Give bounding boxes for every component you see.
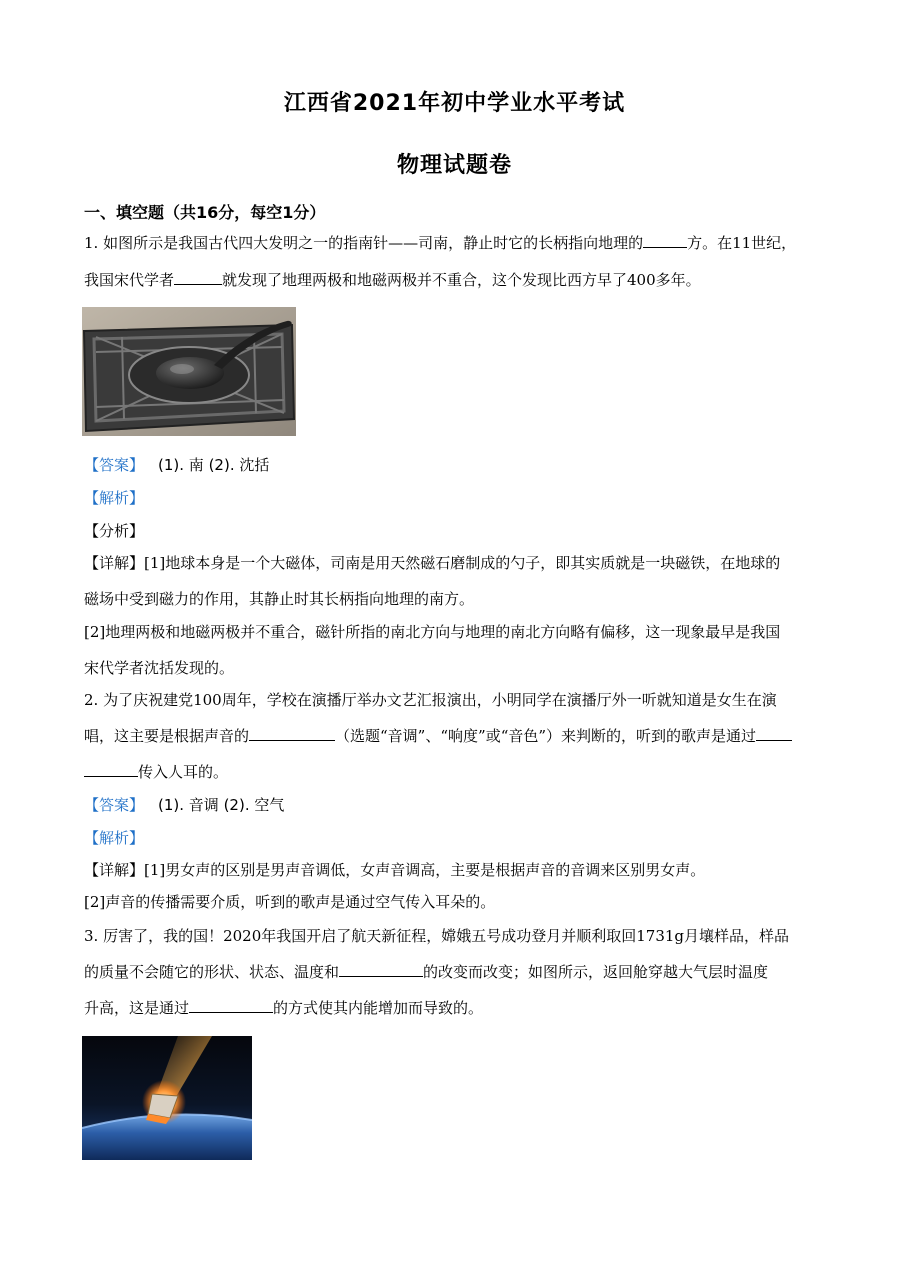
q3-text-a: 的质量不会随它的形状、状态、温度和	[84, 963, 340, 981]
q1-blank-1	[643, 233, 687, 248]
q1-line-2	[84, 269, 701, 290]
q1-fenxi: 【分析】	[84, 522, 145, 540]
q2-text-b: （选题“音调”、“响度”或“音色”）来判断的，听到的歌声是通过	[335, 727, 757, 745]
section-heading: 一、填空题（共16分，每空1分）	[84, 203, 326, 222]
q1-text-c: 我国宋代学者	[84, 271, 175, 289]
answer-tag: 【答案】	[84, 456, 145, 474]
answer-tag: 【答案】	[84, 796, 145, 814]
q3-text-c: 升高，这是通过	[84, 999, 190, 1017]
q2-text-c: 传入人耳的。	[138, 763, 229, 781]
q2-answer-value: (1). 音调 (2). 空气	[158, 796, 285, 814]
q3-line-3	[84, 997, 483, 1018]
q1-line-1	[84, 232, 796, 253]
q1-detail-2: 磁场中受到磁力的作用，其静止时其长柄指向地理的南方。	[84, 590, 475, 608]
q2-blank-2a	[756, 726, 792, 741]
q1-blank-2	[174, 270, 222, 285]
q1-detail-1: 【详解】[1]地球本身是一个大磁体，司南是用天然磁石磨制成的勺子，即其实质就是一块磁铁，在地球的	[84, 554, 781, 572]
q3-line-1: 3. 厉害了，我的国！2020年我国开启了航天新征程，嫦娥五号成功登月并顺利取回1731g月壤样品，样品	[84, 927, 790, 945]
q3-blank-2	[189, 998, 273, 1013]
compass-sinan-figure	[82, 307, 296, 436]
q2-line-3	[84, 761, 228, 782]
q2-blank-2b	[84, 762, 138, 777]
analysis-tag: 【解析】	[84, 489, 145, 507]
q3-line-2	[84, 961, 768, 982]
exam-subtitle: 物理试题卷	[396, 153, 512, 178]
q2-line-2	[84, 725, 792, 746]
q2-analysis-tag	[84, 827, 144, 848]
q2-detail-1: 【详解】[1]男女声的区别是男声音调低，女声音调高，主要是根据声音的音调来区别男女声。	[84, 861, 706, 879]
q2-blank-1	[249, 726, 335, 741]
reentry-capsule-figure	[82, 1036, 252, 1160]
q3-text-b: 的改变而改变；如图所示，返回舱穿越大气层时温度	[423, 963, 769, 981]
q1-text-b: 方。在11世纪，	[687, 234, 797, 252]
q1-detail-3: [2]地理两极和地磁两极并不重合，磁针所指的南北方向与地理的南北方向略有偏移，这一现象最早是我国	[84, 623, 781, 641]
q1-analysis-tag	[84, 487, 144, 508]
q1-answer-value: (1). 南 (2). 沈括	[158, 456, 270, 474]
q2-answer	[84, 794, 284, 815]
q2-line-1: 2. 为了庆祝建党100周年，学校在演播厅举办文艺汇报演出，小明同学在演播厅外一听就知道是女生在演	[84, 691, 777, 709]
exam-title: 江西省2021年初中学业水平考试	[283, 91, 626, 116]
q2-detail-2: [2]声音的传播需要介质，听到的歌声是通过空气传入耳朵的。	[84, 893, 496, 911]
reentry-capsule-icon	[82, 1036, 252, 1160]
q1-text-a: 1. 如图所示是我国古代四大发明之一的指南针——司南，静止时它的长柄指向地理的	[84, 234, 644, 252]
q1-detail-4: 宋代学者沈括发现的。	[84, 659, 235, 677]
q3-blank-1	[339, 962, 423, 977]
q3-text-d: 的方式使其内能增加而导致的。	[273, 999, 484, 1017]
compass-sinan-icon	[82, 307, 296, 436]
q1-text-d: 就发现了地理两极和地磁两极并不重合，这个发现比西方早了400多年。	[222, 271, 701, 289]
q2-text-a: 唱，这主要是根据声音的	[84, 727, 250, 745]
q1-answer	[84, 454, 269, 475]
analysis-tag: 【解析】	[84, 829, 145, 847]
